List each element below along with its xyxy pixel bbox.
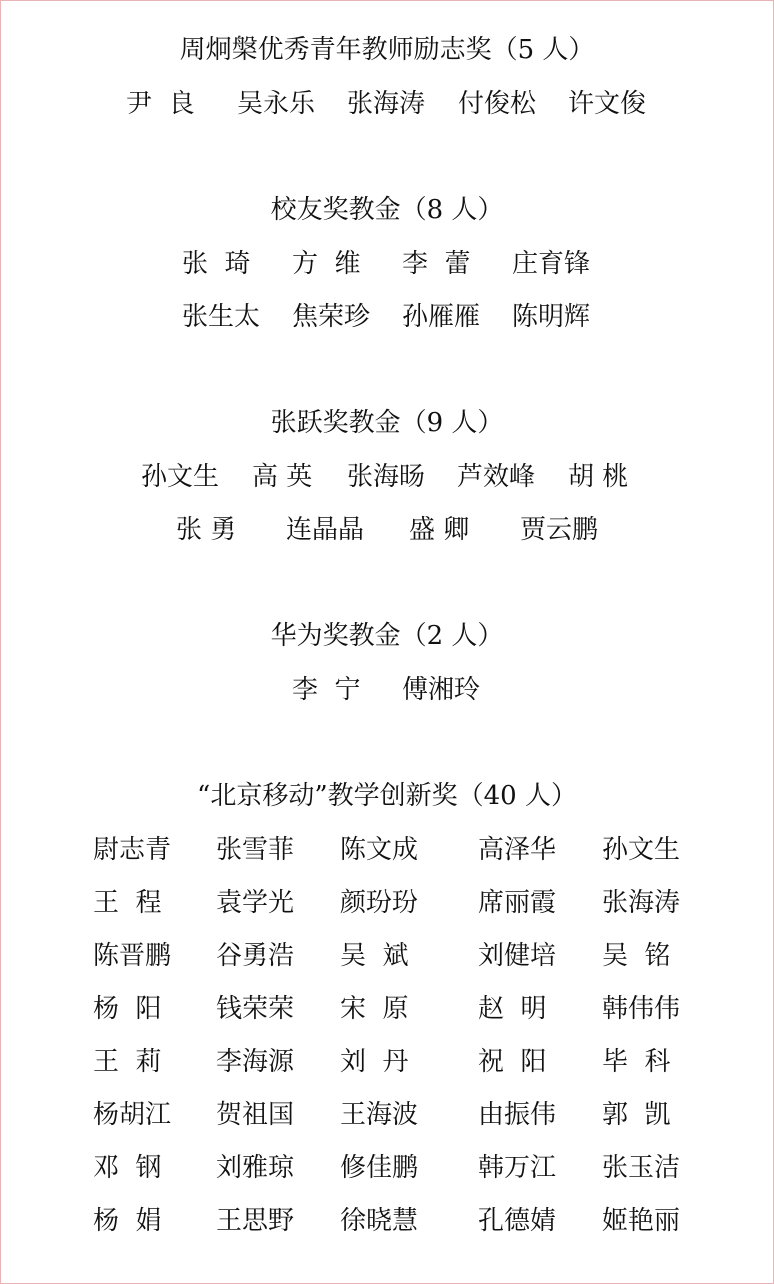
recipient-name: 张 琦 bbox=[182, 249, 251, 279]
name-row bbox=[0, 300, 774, 334]
name-row bbox=[0, 992, 774, 1026]
recipient-name: 徐晓慧 bbox=[340, 1206, 419, 1236]
recipient-name: 许文俊 bbox=[568, 89, 647, 119]
recipient-name: 李 宁 bbox=[292, 675, 361, 705]
recipient-name: 孙文生 bbox=[141, 462, 220, 492]
recipient-name: 杨 娟 bbox=[93, 1206, 162, 1236]
recipient-name: 陈明辉 bbox=[512, 302, 591, 332]
name-row bbox=[0, 673, 774, 707]
recipient-name: 韩万江 bbox=[478, 1153, 557, 1183]
recipient-name: 傅湘玲 bbox=[402, 675, 481, 705]
name-row bbox=[0, 513, 774, 547]
recipient-name: 王 莉 bbox=[93, 1047, 162, 1077]
recipient-name: 姬艳丽 bbox=[602, 1206, 681, 1236]
recipient-name: 张生太 bbox=[182, 302, 261, 332]
recipient-name: 由振伟 bbox=[478, 1100, 557, 1130]
recipient-name: 修佳鹏 bbox=[340, 1153, 419, 1183]
recipient-name: 胡 桃 bbox=[568, 462, 629, 492]
recipient-name: 颜玢玢 bbox=[340, 888, 419, 918]
recipient-name: 孙文生 bbox=[602, 835, 681, 865]
recipient-name: 高泽华 bbox=[478, 835, 557, 865]
name-row bbox=[0, 939, 774, 973]
section-title-beijing-mobile-teaching-innovation-award: “北京移动”教学创新奖（40 人） bbox=[197, 781, 577, 811]
name-row bbox=[0, 886, 774, 920]
recipient-name: 祝 阳 bbox=[478, 1047, 547, 1077]
recipient-name: 芦效峰 bbox=[457, 462, 536, 492]
recipient-name: 焦荣珍 bbox=[292, 302, 371, 332]
recipient-name: 王 程 bbox=[93, 888, 162, 918]
recipient-name: 刘雅琼 bbox=[216, 1153, 295, 1183]
recipient-name: 李 蕾 bbox=[402, 249, 471, 279]
recipient-name: 张海涛 bbox=[347, 89, 426, 119]
recipient-name: 方 维 bbox=[292, 249, 361, 279]
recipient-name: 张海涛 bbox=[602, 888, 681, 918]
recipient-name: 张海旸 bbox=[347, 462, 426, 492]
recipient-name: 陈文成 bbox=[340, 835, 419, 865]
recipient-name: 袁学光 bbox=[216, 888, 295, 918]
recipient-name: 贺祖国 bbox=[216, 1100, 295, 1130]
name-row bbox=[0, 1204, 774, 1238]
name-row bbox=[0, 460, 774, 494]
recipient-name: 宋 原 bbox=[340, 994, 409, 1024]
name-row bbox=[0, 247, 774, 281]
name-row bbox=[0, 1045, 774, 1079]
recipient-name: 赵 明 bbox=[478, 994, 547, 1024]
section-title-zhoujiongpan-award: 周炯槃优秀青年教师励志奖（5 人） bbox=[179, 35, 595, 65]
recipient-name: 贾云鹏 bbox=[520, 515, 599, 545]
recipient-name: 郭 凯 bbox=[602, 1100, 671, 1130]
recipient-name: 刘 丹 bbox=[340, 1047, 409, 1077]
name-row bbox=[0, 833, 774, 867]
section-title-zhangyue-award: 张跃奖教金（9 人） bbox=[270, 408, 504, 438]
recipient-name: 邓 钢 bbox=[93, 1153, 162, 1183]
recipient-name: 李海源 bbox=[216, 1047, 295, 1077]
recipient-name: 孙雁雁 bbox=[402, 302, 481, 332]
recipient-name: 杨胡江 bbox=[93, 1100, 172, 1130]
recipient-name: 连晶晶 bbox=[286, 515, 365, 545]
recipient-name: 陈晋鹏 bbox=[93, 941, 172, 971]
recipient-name: 高 英 bbox=[252, 462, 313, 492]
recipient-name: 吴 斌 bbox=[340, 941, 409, 971]
recipient-name: 付俊松 bbox=[458, 89, 537, 119]
recipient-name: 吴永乐 bbox=[237, 89, 316, 119]
name-row bbox=[0, 87, 774, 121]
recipient-name: 吴 铭 bbox=[602, 941, 671, 971]
recipient-name: 张雪菲 bbox=[216, 835, 295, 865]
name-row bbox=[0, 1098, 774, 1132]
recipient-name: 杨 阳 bbox=[93, 994, 162, 1024]
recipient-name: 尉志青 bbox=[93, 835, 172, 865]
recipient-name: 张玉洁 bbox=[602, 1153, 681, 1183]
section-title-alumni-award: 校友奖教金（8 人） bbox=[270, 195, 504, 225]
recipient-name: 钱荣荣 bbox=[216, 994, 295, 1024]
recipient-name: 庄育锋 bbox=[512, 249, 591, 279]
recipient-name: 毕 科 bbox=[602, 1047, 671, 1077]
recipient-name: 席丽霞 bbox=[478, 888, 557, 918]
recipient-name: 张 勇 bbox=[176, 515, 237, 545]
section-title-huawei-award: 华为奖教金（2 人） bbox=[270, 621, 504, 651]
recipient-name: 王海波 bbox=[340, 1100, 419, 1130]
name-row bbox=[0, 1151, 774, 1185]
recipient-name: 尹 良 bbox=[126, 89, 195, 119]
recipient-name: 刘健培 bbox=[478, 941, 557, 971]
recipient-name: 谷勇浩 bbox=[216, 941, 295, 971]
recipient-name: 盛 卿 bbox=[409, 515, 470, 545]
recipient-name: 王思野 bbox=[216, 1206, 295, 1236]
recipient-name: 韩伟伟 bbox=[602, 994, 681, 1024]
recipient-name: 孔德婧 bbox=[478, 1206, 557, 1236]
